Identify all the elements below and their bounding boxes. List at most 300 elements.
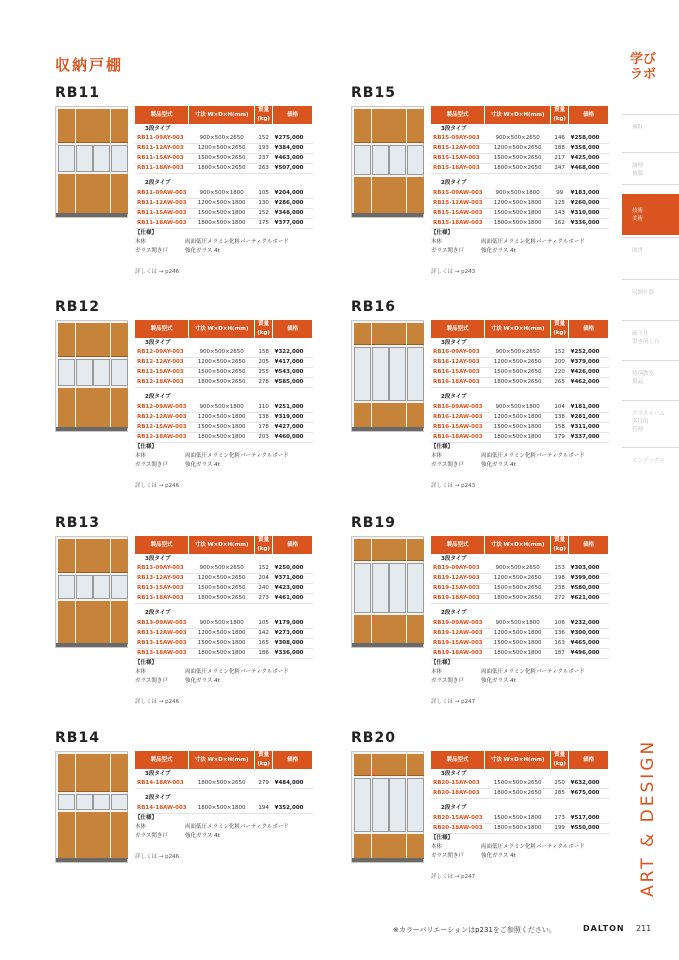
model-code: RB19-09AW-003 <box>431 619 485 629</box>
weight: 203 <box>255 432 273 442</box>
spec-body-value: 両面低圧メラミン化粧パーティクルボード <box>481 669 585 675</box>
cabinet-column <box>389 109 406 212</box>
cabinet-base <box>352 427 423 431</box>
model-code: RB15-15AW-003 <box>431 208 485 218</box>
model-code: RB16-12AW-003 <box>431 412 485 422</box>
price: ¥348,000 <box>273 208 313 218</box>
spec-glass-value: 強化ガラス 4t <box>185 248 220 254</box>
price: ¥260,000 <box>569 198 609 208</box>
table-row <box>135 348 313 358</box>
table-row <box>431 594 609 604</box>
cabinet-panel <box>93 388 110 428</box>
nav-item-8[interactable]: インデックス <box>632 458 665 464</box>
dimensions: 1500×500×1800 <box>485 208 551 218</box>
cabinet-panel <box>58 539 75 573</box>
model-code: RB16-18AY-003 <box>431 378 485 388</box>
cabinet-panel <box>58 388 75 428</box>
cabinet-panel <box>389 754 406 776</box>
model-code: RB19-18AY-003 <box>431 594 485 604</box>
tier-label: 2段タイプ <box>441 805 467 811</box>
model-code: RB15-15AY-003 <box>431 154 485 164</box>
weight: 152 <box>255 134 273 144</box>
model-code: RB20-18AY-003 <box>431 789 485 799</box>
model-code: RB11-09AW-003 <box>135 189 189 199</box>
cabinet-panel <box>93 754 110 792</box>
model-code: RB20-15AY-003 <box>431 779 485 789</box>
cabinet-panel <box>389 109 406 143</box>
weight: 199 <box>551 823 569 833</box>
dimensions: 1200×500×2650 <box>485 358 551 368</box>
tier-label: 2段タイプ <box>441 394 467 400</box>
spec-glass-label: ガラス開き戸 <box>135 678 168 684</box>
cabinet-panel <box>76 323 93 357</box>
cabinet-panel <box>389 145 406 175</box>
cabinet-panel <box>354 347 371 401</box>
dimensions: 1500×500×2650 <box>485 368 551 378</box>
cabinet-panel <box>93 145 110 172</box>
table-row <box>431 628 609 638</box>
cabinet-panel <box>372 323 389 345</box>
model-code: RB11-12AW-003 <box>135 198 189 208</box>
model-code: RB19-09AY-003 <box>431 564 485 574</box>
spec-heading: 【仕様】 <box>135 815 158 821</box>
spec-glass-label: ガラス開き戸 <box>431 853 464 859</box>
model-code: RB11-12AY-003 <box>135 144 189 154</box>
model-code: RB13-09AW-003 <box>135 619 189 629</box>
dimensions: 1800×500×1800 <box>189 804 255 814</box>
page-reference[interactable]: 詳しくは → p246 <box>135 699 180 705</box>
model-code: RB19-15AY-003 <box>431 584 485 594</box>
model-code: RB11-15AY-003 <box>135 154 189 164</box>
weight: 146 <box>551 134 569 144</box>
table-row <box>431 814 609 824</box>
dimensions: 900×500×1800 <box>189 189 255 199</box>
cabinet-column <box>76 539 93 642</box>
weight: 162 <box>551 218 569 228</box>
table-row <box>135 378 313 388</box>
side-heading-line2: ラボ <box>630 67 657 82</box>
cabinet-panel <box>58 601 75 644</box>
spec-body-label: 本体 <box>135 824 147 830</box>
model-code: RB12-12AY-003 <box>135 358 189 368</box>
nav-item-4[interactable]: 収納什器 <box>632 290 655 296</box>
table-row <box>135 648 313 658</box>
cabinet-panel <box>389 347 406 401</box>
dimensions: 1800×500×2650 <box>485 378 551 388</box>
cabinet-panel <box>93 812 110 859</box>
model-code: RB13-18AW-003 <box>135 648 189 658</box>
product-name: RB14 <box>55 730 100 746</box>
price: ¥281,000 <box>569 412 609 422</box>
tier-label: 2段タイプ <box>145 394 171 400</box>
cabinet-panel <box>372 177 389 214</box>
cabinet-panel <box>372 145 389 175</box>
price: ¥461,000 <box>273 594 313 604</box>
dimensions: 1200×500×2650 <box>189 358 255 368</box>
cabinet-panel <box>407 323 424 345</box>
cabinet-panel <box>93 109 110 143</box>
cabinet-panel <box>58 794 75 810</box>
cabinet-panel <box>407 563 424 613</box>
cabinet-panel <box>76 174 93 214</box>
price: ¥336,000 <box>569 218 609 228</box>
col-header-price: 価格 <box>569 536 609 554</box>
col-header-code: 製品型式 <box>431 536 485 554</box>
page-reference[interactable]: 詳しくは → p246 <box>135 483 180 489</box>
table-row <box>135 804 313 814</box>
nav-divider <box>622 400 679 401</box>
spec-heading: 【仕様】 <box>431 444 454 450</box>
spec-glass-value: 強化ガラス 4t <box>481 462 516 468</box>
cabinet-panel <box>407 403 424 428</box>
cabinet-column <box>111 754 128 857</box>
model-code: RB13-18AY-003 <box>135 594 189 604</box>
cabinet-panel <box>389 403 406 428</box>
model-code: RB19-15AW-003 <box>431 638 485 648</box>
cabinet-panel <box>111 812 128 859</box>
page-reference[interactable]: 詳しくは → p243 <box>431 269 476 275</box>
weight: 178 <box>255 422 273 432</box>
nav-divider <box>622 447 679 448</box>
cabinet-panel <box>354 834 371 859</box>
price: ¥484,000 <box>273 779 313 789</box>
cabinet-panel <box>354 145 371 175</box>
weight: 265 <box>551 378 569 388</box>
dimensions: 1500×500×2650 <box>189 154 255 164</box>
spec-notes <box>431 834 585 861</box>
cabinet-column <box>354 109 371 212</box>
col-header-code: 製品型式 <box>431 751 485 769</box>
cabinet-panel <box>389 615 406 644</box>
dimensions: 1800×500×2650 <box>189 164 255 174</box>
col-header-weight: 質量(kg) <box>551 106 569 124</box>
dimensions: 900×500×2650 <box>189 348 255 358</box>
page-reference[interactable]: 詳しくは → p246 <box>135 854 180 860</box>
col-header-dims: 寸法 W×D×H(mm) <box>485 320 551 338</box>
model-code: RB16-12AY-003 <box>431 358 485 368</box>
spec-glass-label: ガラス開き戸 <box>135 248 168 254</box>
price: ¥286,000 <box>273 198 313 208</box>
cabinet-column <box>58 539 75 642</box>
weight: 273 <box>255 594 273 604</box>
col-header-price: 価格 <box>273 536 313 554</box>
nav-item-1[interactable]: 調理 被服 <box>632 163 644 177</box>
price: ¥358,000 <box>569 144 609 154</box>
table-row <box>135 189 313 199</box>
cabinet-column <box>111 323 128 426</box>
page-reference[interactable]: 詳しくは → p247 <box>431 699 476 705</box>
cabinet-column <box>372 539 389 642</box>
weight: 136 <box>551 628 569 638</box>
cabinet-panel <box>111 794 128 810</box>
spec-table <box>135 320 313 443</box>
table-row <box>431 638 609 648</box>
cabinet-panel <box>372 754 389 776</box>
table-row <box>431 218 609 228</box>
spec-notes <box>135 443 289 470</box>
cabinet-panel <box>58 174 75 214</box>
model-code: RB16-18AW-003 <box>431 432 485 442</box>
model-code: RB14-18AY-003 <box>135 779 189 789</box>
price: ¥550,000 <box>569 823 609 833</box>
table-row <box>431 134 609 144</box>
cabinet-illustration <box>351 106 424 218</box>
price: ¥251,000 <box>273 403 313 413</box>
cabinet-panel <box>58 812 75 859</box>
cabinet-column <box>389 754 406 857</box>
price: ¥183,000 <box>569 189 609 199</box>
cabinet-panel <box>58 145 75 172</box>
table-row <box>135 403 313 413</box>
dimensions: 1500×500×2650 <box>485 154 551 164</box>
table-row <box>431 208 609 218</box>
table-row <box>431 164 609 174</box>
col-header-dims: 寸法 W×D×H(mm) <box>189 536 255 554</box>
table-row <box>135 422 313 432</box>
cabinet-illustration <box>55 536 128 648</box>
table-row <box>135 164 313 174</box>
price: ¥310,000 <box>569 208 609 218</box>
cabinet-panel <box>111 323 128 357</box>
nav-divider <box>622 320 679 321</box>
cabinet-panel <box>389 563 406 613</box>
table-row <box>431 154 609 164</box>
table-row <box>431 584 609 594</box>
cabinet-panel <box>76 359 93 386</box>
cabinet-column <box>372 323 389 426</box>
nav-item-0[interactable]: 理科 <box>632 125 644 131</box>
tier-label: 2段タイプ <box>441 610 467 616</box>
product-rb12 <box>55 299 345 504</box>
cabinet-panel <box>111 601 128 644</box>
spec-body-value: 両面低圧メラミン化粧パーティクルボード <box>481 453 585 459</box>
price: ¥181,000 <box>569 403 609 413</box>
cabinet-panel <box>389 177 406 214</box>
nav-item-6[interactable]: 特別教室 備品 <box>632 371 655 385</box>
spec-heading: 【仕様】 <box>431 230 454 236</box>
cabinet-column <box>407 754 424 857</box>
cabinet-column <box>58 323 75 426</box>
spec-notes <box>135 659 289 686</box>
nav-item-7[interactable]: クラスルーム 多目的 管理 <box>632 411 665 433</box>
price: ¥311,000 <box>569 422 609 432</box>
table-row <box>135 594 313 604</box>
table-row <box>135 574 313 584</box>
model-code: RB15-12AW-003 <box>431 198 485 208</box>
col-header-weight: 質量(kg) <box>255 320 273 338</box>
cabinet-panel <box>389 539 406 561</box>
col-header-price: 価格 <box>273 751 313 769</box>
cabinet-column <box>354 754 371 857</box>
price: ¥460,000 <box>273 432 313 442</box>
spec-notes <box>135 814 289 841</box>
spec-glass-label: ガラス開き戸 <box>431 678 464 684</box>
cabinet-column <box>58 754 75 857</box>
weight: 247 <box>551 164 569 174</box>
dimensions: 1500×500×1800 <box>485 814 551 824</box>
spec-body-label: 本体 <box>431 453 443 459</box>
spec-table <box>135 106 313 229</box>
weight: 143 <box>551 208 569 218</box>
model-code: RB11-18AY-003 <box>135 164 189 174</box>
weight: 263 <box>255 164 273 174</box>
spec-body-label: 本体 <box>431 239 443 245</box>
cabinet-column <box>76 109 93 212</box>
cabinet-column <box>354 323 371 426</box>
model-code: RB15-09AY-003 <box>431 134 485 144</box>
cabinet-panel <box>372 834 389 859</box>
col-header-dims: 寸法 W×D×H(mm) <box>189 106 255 124</box>
price: ¥384,000 <box>273 144 313 154</box>
dimensions: 1800×500×2650 <box>485 164 551 174</box>
product-name: RB16 <box>351 299 396 315</box>
dimensions: 1200×500×2650 <box>485 574 551 584</box>
page-title: 収納戸棚 <box>55 56 124 74</box>
cabinet-panel <box>407 145 424 175</box>
cabinet-panel <box>372 615 389 644</box>
cabinet-base <box>56 858 127 862</box>
model-code: RB19-12AW-003 <box>431 628 485 638</box>
cabinet-panel <box>76 109 93 143</box>
cabinet-column <box>389 323 406 426</box>
weight: 138 <box>255 412 273 422</box>
spec-notes <box>431 443 585 470</box>
cabinet-column <box>76 323 93 426</box>
col-header-code: 製品型式 <box>431 106 485 124</box>
model-code: RB11-18AW-003 <box>135 218 189 228</box>
nav-divider <box>622 184 679 185</box>
nav-item-2[interactable]: 技術 美術 <box>622 194 679 235</box>
dimensions: 1500×500×2650 <box>485 584 551 594</box>
dimensions: 1800×500×2650 <box>485 594 551 604</box>
dimensions: 900×500×1800 <box>485 403 551 413</box>
cabinet-panel <box>76 754 93 792</box>
product-rb13 <box>55 515 345 720</box>
product-rb20 <box>351 730 641 935</box>
dimensions: 900×500×2650 <box>485 564 551 574</box>
nav-item-5[interactable]: 廊下仕 置き流し台 <box>632 331 660 345</box>
model-code: RB16-15AY-003 <box>431 368 485 378</box>
cabinet-panel <box>76 794 93 810</box>
page-reference[interactable]: 詳しくは → p247 <box>431 874 476 880</box>
dimensions: 1500×500×1800 <box>189 208 255 218</box>
weight: 99 <box>551 189 569 199</box>
cabinet-panel <box>354 754 371 776</box>
spec-body-value: 両面低圧メラミン化粧パーティクルボード <box>185 824 289 830</box>
table-row <box>135 154 313 164</box>
dimensions: 1800×500×1800 <box>189 218 255 228</box>
cabinet-panel <box>407 834 424 859</box>
spec-table <box>431 106 609 229</box>
spec-body-value: 両面低圧メラミン化粧パーティクルボード <box>185 453 289 459</box>
cabinet-column <box>58 109 75 212</box>
cabinet-column <box>407 539 424 642</box>
model-code: RB12-09AW-003 <box>135 403 189 413</box>
table-row <box>135 412 313 422</box>
spec-heading: 【仕様】 <box>431 660 454 666</box>
weight: 175 <box>255 218 273 228</box>
weight: 198 <box>551 574 569 584</box>
page-reference[interactable]: 詳しくは → p246 <box>135 269 180 275</box>
weight: 163 <box>551 638 569 648</box>
cabinet-panel <box>389 323 406 345</box>
dimensions: 1500×500×1800 <box>189 422 255 432</box>
table-row <box>431 358 609 368</box>
table-row <box>135 584 313 594</box>
cabinet-column <box>111 109 128 212</box>
cabinet-panel <box>407 615 424 644</box>
cabinet-panel <box>407 539 424 561</box>
nav-divider <box>622 114 679 115</box>
price: ¥352,000 <box>273 804 313 814</box>
table-row <box>431 432 609 442</box>
side-heading-line1: 学び <box>630 52 657 67</box>
dimensions: 900×500×1800 <box>189 619 255 629</box>
dimensions: 900×500×2650 <box>189 564 255 574</box>
spec-notes <box>431 659 585 686</box>
dimensions: 1200×500×1800 <box>485 198 551 208</box>
tier-label: 2段タイプ <box>441 180 467 186</box>
table-row <box>135 779 313 789</box>
dimensions: 900×500×2650 <box>485 134 551 144</box>
cabinet-panel <box>354 403 371 428</box>
price: ¥252,000 <box>569 348 609 358</box>
nav-item-3[interactable]: 図書 <box>632 248 644 254</box>
cabinet-panel <box>407 109 424 143</box>
weight: 104 <box>551 403 569 413</box>
weight: 279 <box>255 779 273 789</box>
price: ¥427,000 <box>273 422 313 432</box>
col-header-code: 製品型式 <box>135 751 189 769</box>
weight: 237 <box>255 154 273 164</box>
weight: 130 <box>255 198 273 208</box>
tier-label: 3段タイプ <box>145 125 171 132</box>
weight: 272 <box>551 594 569 604</box>
price: ¥300,000 <box>569 628 609 638</box>
weight: 217 <box>551 154 569 164</box>
model-code: RB20-15AW-003 <box>431 814 485 824</box>
cabinet-base <box>56 213 127 217</box>
cabinet-panel <box>76 388 93 428</box>
cabinet-panel <box>111 109 128 143</box>
product-name: RB15 <box>351 85 396 101</box>
model-code: RB12-18AY-003 <box>135 378 189 388</box>
cabinet-panel <box>354 563 371 613</box>
price: ¥425,000 <box>569 154 609 164</box>
dimensions: 900×500×2650 <box>189 134 255 144</box>
weight: 194 <box>255 804 273 814</box>
dimensions: 1500×500×2650 <box>189 584 255 594</box>
page-reference[interactable]: 詳しくは → p243 <box>431 483 476 489</box>
cabinet-panel <box>93 174 110 214</box>
cabinet-illustration <box>55 320 128 432</box>
price: ¥543,000 <box>273 368 313 378</box>
col-header-weight: 質量(kg) <box>255 751 273 769</box>
product-rb16 <box>351 299 641 504</box>
table-row <box>135 619 313 629</box>
model-code: RB13-09AY-003 <box>135 564 189 574</box>
dimensions: 1500×500×1800 <box>485 422 551 432</box>
weight: 204 <box>255 574 273 584</box>
model-code: RB12-15AY-003 <box>135 368 189 378</box>
dimensions: 1800×500×1800 <box>485 432 551 442</box>
col-header-weight: 質量(kg) <box>551 320 569 338</box>
cabinet-column <box>93 109 110 212</box>
spec-glass-value: 強化ガラス 4t <box>481 248 516 254</box>
price: ¥377,000 <box>273 218 313 228</box>
cabinet-panel <box>111 539 128 573</box>
price: ¥258,000 <box>569 134 609 144</box>
